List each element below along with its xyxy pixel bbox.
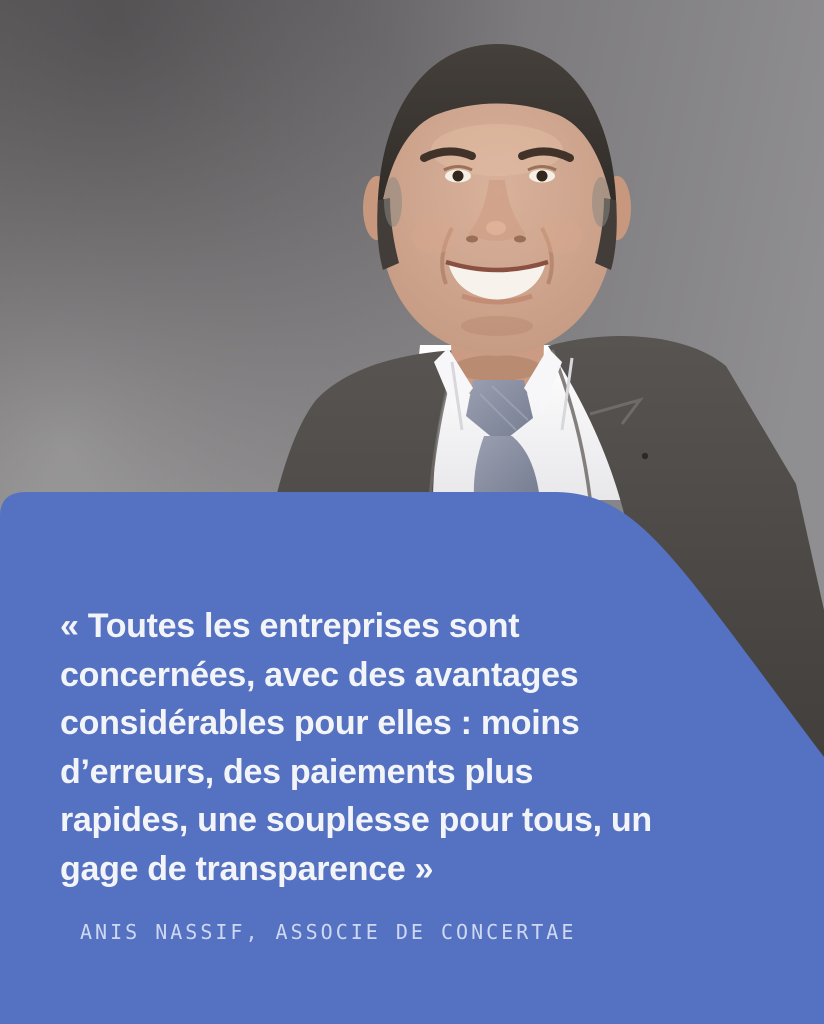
quote-line: d’erreurs, des paiements plus <box>60 752 534 791</box>
quote-text <box>60 602 652 893</box>
quote-line: concernées, avec des avantages <box>60 655 579 694</box>
quote-line: rapides, une souplesse pour tous, un <box>60 801 652 839</box>
quote-line: « Toutes les entreprises sont <box>60 607 520 645</box>
quote-attribution: ANIS NASSIF, ASSOCIE DE CONCERTAE <box>80 920 577 944</box>
quote-line: gage de transparence » <box>60 849 434 888</box>
quote-line: considérables pour elles : moins <box>60 704 580 742</box>
